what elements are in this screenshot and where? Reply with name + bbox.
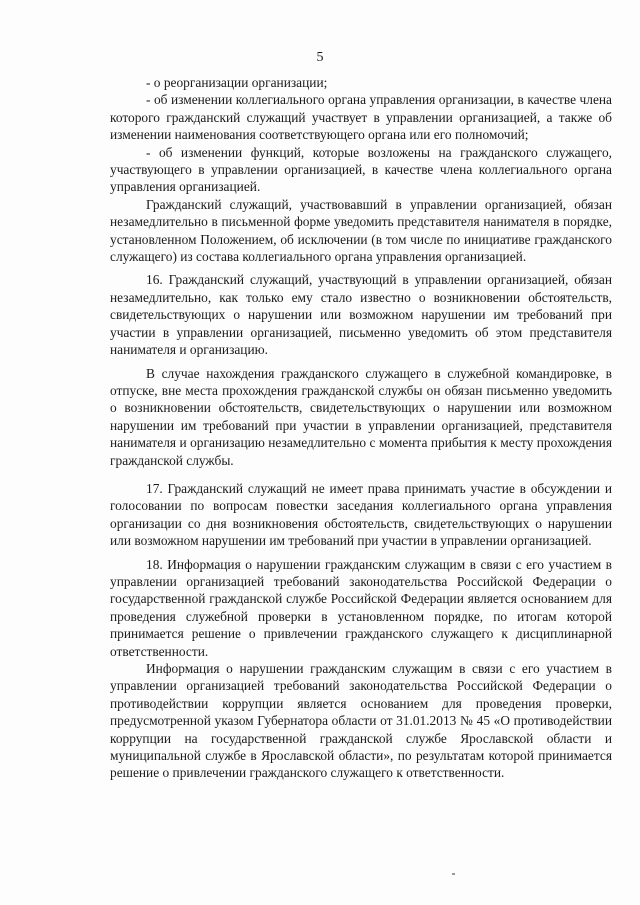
paragraph-item-16: 16. Гражданский служащий, участвующий в управлении организацией, обязан незамедлительно, как только ему стало известно о возникновении обстоятельств, свидетельствующих о нарушении или возможном нарушении им требований при участии в управлении организацией, письменно уведомить об этом представителя нанимателя и организацию. xyxy=(110,272,612,358)
paragraph-functions-change: - об изменении функций, которые возложены на гражданского служащего, участвующего в управлении организацией, в качестве члена коллегиального органа управления организацией. xyxy=(110,144,612,195)
page-number: 5 xyxy=(316,50,324,65)
paragraph-item-18: 18. Информация о нарушении гражданским служащим в связи с его участием в управлении организацией требований законодательства Российской Федерации о государственной гражданской службе Российской Федерации является основанием для проведения служебной проверки в установленном порядке, по итогам которой принимается решение о привлечении гражданского служащего к дисциплинарной ответственности. xyxy=(110,556,612,659)
document-body xyxy=(110,74,612,782)
paragraph-business-trip: В случае нахождения гражданского служащего в служебной командировке, в отпуске, вне места прохождения гражданской службы он обязан письменно уведомить о возникновении обстоятельств, свидетельствующих о нарушении или возможном нарушении им требований при участии в управлении организацией, представителя нанимателя и организацию незамедлительно с момента прибытия к месту прохождения гражданской службы. xyxy=(110,365,612,468)
paragraph-item-17: 17. Гражданский служащий не имеет права принимать участие в обсуждении и голосовании по вопросам повестки заседания коллегиального органа управления организации со дня возникновения обстоятельств, свидетельствующих о нарушении или возможном нарушении им требований при участии в управлении организацией. xyxy=(110,480,612,549)
scan-dot xyxy=(452,873,455,875)
paragraph-collegial-body-change: - об изменении коллегиального органа управления организации, в качестве члена которого гражданский служащий участвует в управлении организацией, а также об изменении наименования соответствующего органа или его полномочий; xyxy=(110,92,612,143)
paragraph-reorganization: - о реорганизации организации; xyxy=(146,75,328,90)
paragraph-exclusion-notice: Гражданский служащий, участвовавший в управлении организацией, обязан незамедлительно в письменной форме уведомить представителя нанимателя в порядке, установленном Положением, об исключении (в том числе по инициативе гражданского служащего) из состава коллегиального органа управления организацией. xyxy=(110,196,612,265)
paragraph-anticorruption: Информация о нарушении гражданским служащим в связи с его участием в управлении организацией требований законодательства Российской Федерации о противодействии коррупции является основанием для проведения проверки, предусмотренной указом Губернатора области от 31.01.2013 № 45 «О противодействии коррупции на государственной гражданской службе Ярославской области и муниципальной службе в Ярославской области», по результатам которой принимается решение о привлечении гражданского служащего к ответственности. xyxy=(110,661,612,781)
